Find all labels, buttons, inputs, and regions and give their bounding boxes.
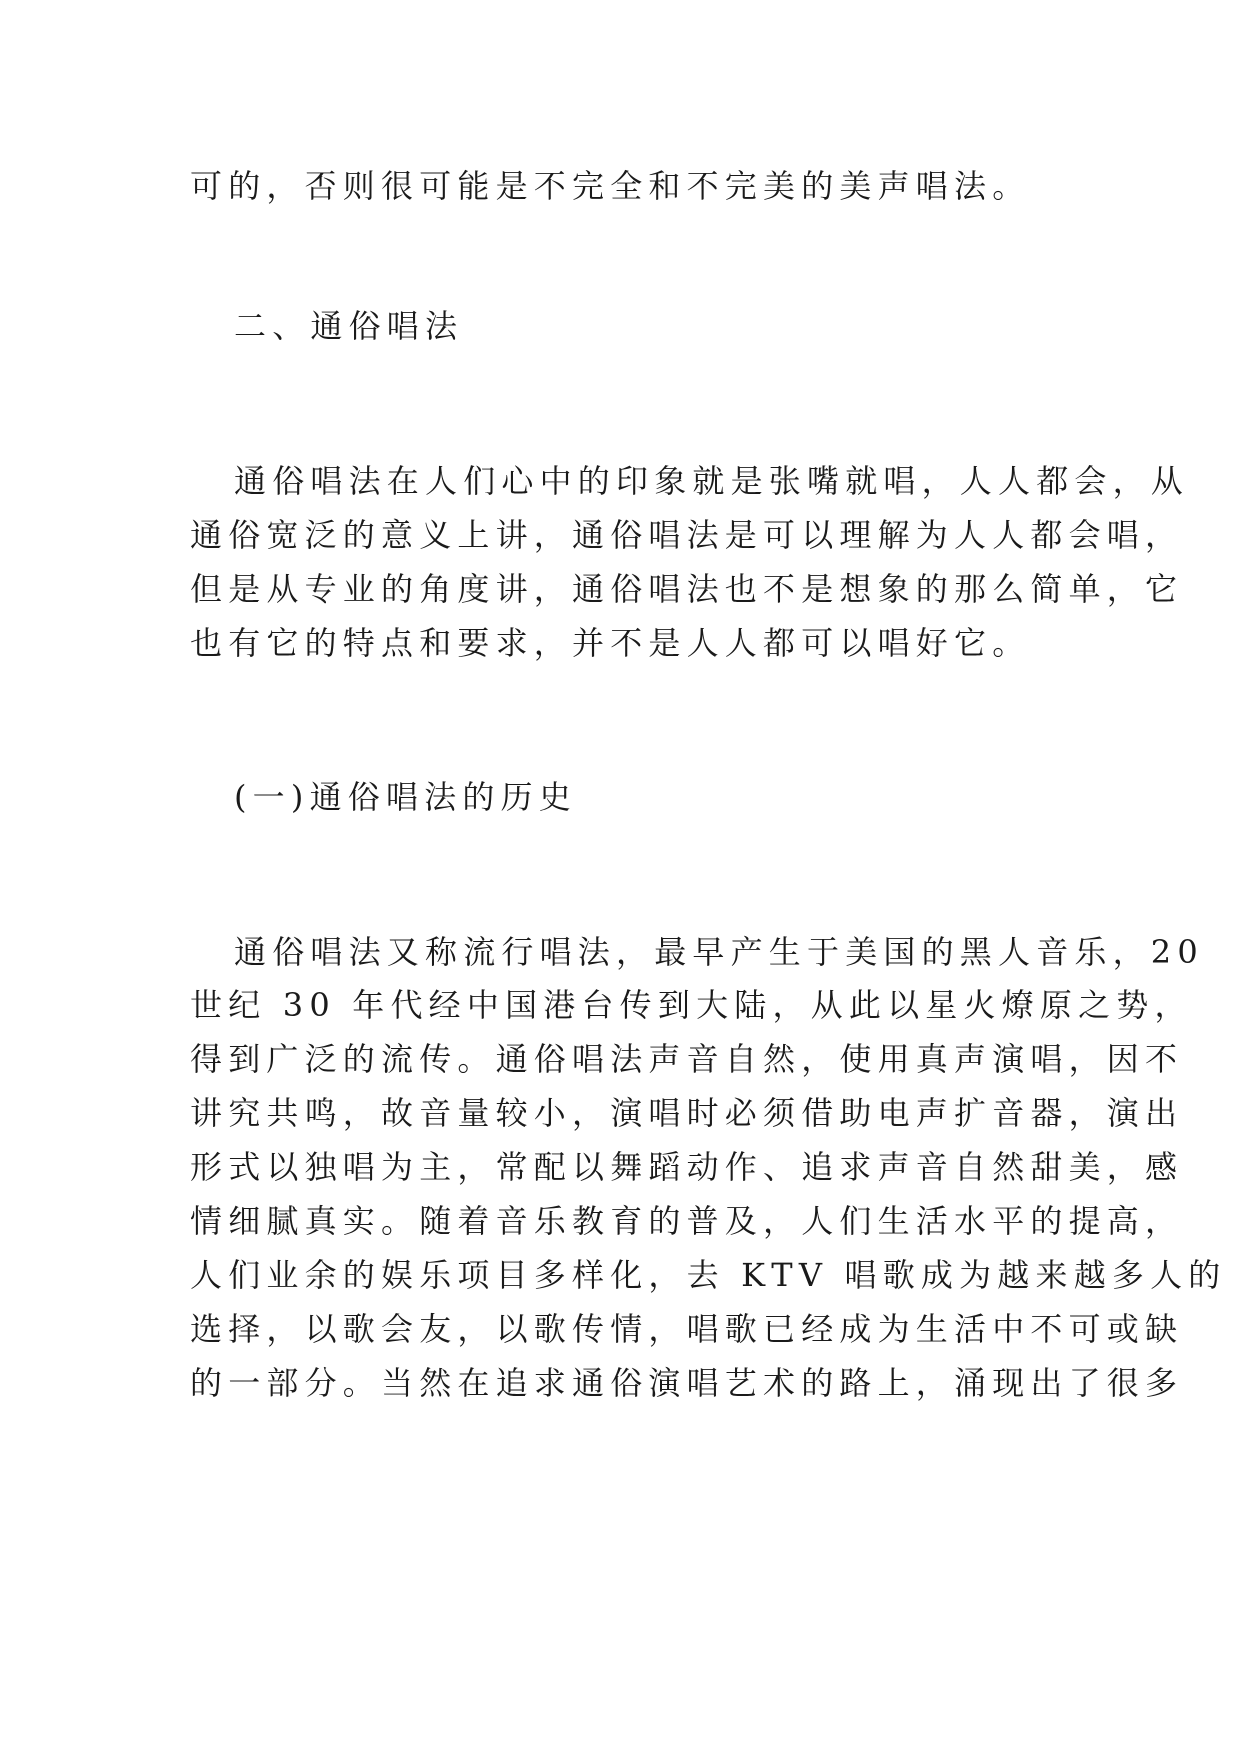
paragraph-line: 通俗宽泛的意义上讲，通俗唱法是可以理解为人人都会唱， — [190, 516, 1184, 554]
paragraph-line: 形式以独唱为主，常配以舞蹈动作、追求声音自然甜美，感 — [190, 1148, 1184, 1186]
paragraph-line: 情细腻真实。随着音乐教育的普及，人们生活水平的提高， — [190, 1202, 1184, 1240]
paragraph-line: 讲究共鸣，故音量较小，演唱时必须借助电声扩音器，演出 — [190, 1094, 1184, 1132]
paragraph-line: 通俗唱法在人们心中的印象就是张嘴就唱，人人都会，从 — [234, 462, 1190, 500]
paragraph-line: 人们业余的娱乐项目多样化，去 KTV 唱歌成为越来越多人的 — [190, 1256, 1227, 1294]
paragraph-line: 选择，以歌会友，以歌传情，唱歌已经成为生活中不可或缺 — [190, 1310, 1184, 1348]
section-heading: 二、通俗唱法 — [234, 307, 464, 345]
paragraph-line: 的一部分。当然在追求通俗演唱艺术的路上，涌现出了很多 — [190, 1364, 1184, 1402]
paragraph-line: 可的，否则很可能是不完全和不完美的美声唱法。 — [190, 167, 1031, 205]
paragraph-line: 得到广泛的流传。通俗唱法声音自然，使用真声演唱，因不 — [190, 1040, 1184, 1078]
subsection-heading: (一)通俗唱法的历史 — [234, 778, 577, 816]
paragraph-line: 但是从专业的角度讲，通俗唱法也不是想象的那么简单，它 — [190, 570, 1184, 608]
paragraph-line: 通俗唱法又称流行唱法，最早产生于美国的黑人音乐，20 — [234, 933, 1204, 971]
paragraph-line: 世纪 30 年代经中国港台传到大陆，从此以星火燎原之势， — [190, 986, 1193, 1024]
paragraph-line: 也有它的特点和要求，并不是人人都可以唱好它。 — [190, 624, 1031, 662]
